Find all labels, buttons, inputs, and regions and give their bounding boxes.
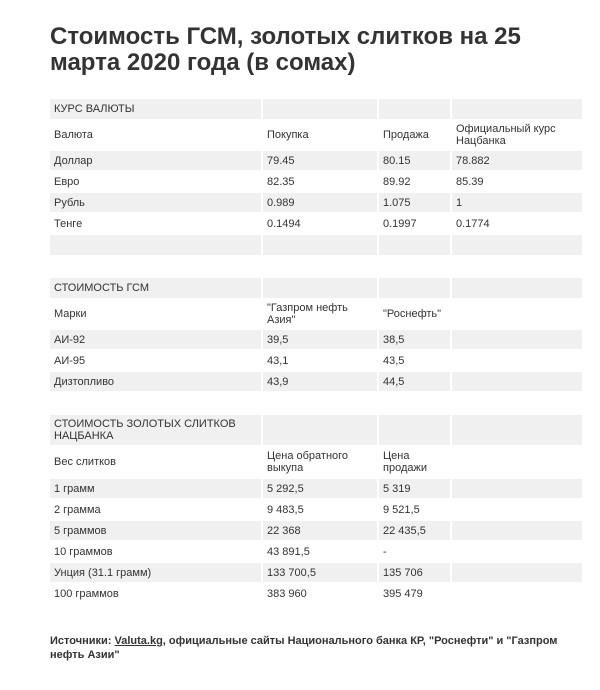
table-cell: 82.35 (263, 172, 379, 193)
table-cell: 0.1997 (379, 214, 452, 235)
table-cell: 9 483,5 (263, 500, 379, 521)
table-row (50, 521, 582, 542)
table-cell: 5 319 (379, 479, 452, 500)
table-cell: 135 706 (379, 563, 452, 584)
sources-suffix: , официальные сайты Национального банка КР, "Роснефти" и "Газпром нефть Азии" (50, 635, 558, 661)
column-header: "Роснефть" (379, 300, 452, 330)
table-cell: 89.92 (379, 172, 452, 193)
column-header: "Газпром нефть Азия" (263, 300, 379, 330)
currency-column-headers (50, 121, 582, 151)
sources-prefix: Источники: (50, 635, 115, 647)
table-row (50, 330, 582, 351)
table-cell: 2 грамма (50, 500, 263, 521)
table-cell (452, 372, 582, 393)
table-cell (452, 479, 582, 500)
table-cell: 383 960 (263, 584, 379, 605)
table-cell: 78.882 (452, 151, 582, 172)
table-cell: 0.1494 (263, 214, 379, 235)
column-header: Покупка (263, 121, 379, 151)
table-cell: 39,5 (263, 330, 379, 351)
table-row (50, 351, 582, 372)
column-header (452, 447, 582, 479)
table-row (50, 151, 582, 172)
table-cell: 0.1774 (452, 214, 582, 235)
table-cell: 44,5 (379, 372, 452, 393)
column-header: Цена продажи (379, 447, 452, 479)
table-row (50, 372, 582, 393)
column-header: Официальный курс Нацбанка (452, 121, 582, 151)
table-cell (452, 500, 582, 521)
table-row (50, 542, 582, 563)
fuel-column-headers (50, 300, 582, 330)
table-cell (452, 351, 582, 372)
table-cell (452, 563, 582, 584)
table-cell: 10 граммов (50, 542, 263, 563)
table-cell: 38,5 (379, 330, 452, 351)
table-cell: 1 грамм (50, 479, 263, 500)
table-row (50, 479, 582, 500)
table-cell: 395 479 (379, 584, 452, 605)
column-header: Продажа (379, 121, 452, 151)
table-cell: Унция (31.1 грамм) (50, 563, 263, 584)
table-cell: 43 891,5 (263, 542, 379, 563)
table-cell (452, 521, 582, 542)
table-row (50, 214, 582, 235)
table-cell: - (379, 542, 452, 563)
column-header: Цена обратного выкупа (263, 447, 379, 479)
column-header: Марки (50, 300, 263, 330)
table-cell: 79.45 (263, 151, 379, 172)
table-cell: 100 граммов (50, 584, 263, 605)
column-header: Вес слитков (50, 447, 263, 479)
table-row (50, 584, 582, 605)
table-cell: 133 700,5 (263, 563, 379, 584)
spacer-row (50, 235, 582, 257)
gold-header-label: СТОИМОСТЬ ЗОЛОТЫХ СЛИТКОВ НАЦБАНКА (50, 415, 263, 447)
table-cell: Рубль (50, 193, 263, 214)
currency-table (50, 99, 582, 257)
table-cell: 5 граммов (50, 521, 263, 542)
table-cell: 85.39 (452, 172, 582, 193)
table-cell: 43,1 (263, 351, 379, 372)
column-header: Валюта (50, 121, 263, 151)
table-cell: АИ-92 (50, 330, 263, 351)
table-cell: 1.075 (379, 193, 452, 214)
table-row (50, 193, 582, 214)
table-cell: АИ-95 (50, 351, 263, 372)
table-cell: 80.15 (379, 151, 452, 172)
fuel-header-label: СТОИМОСТЬ ГСМ (50, 278, 263, 300)
table-cell: 43,9 (263, 372, 379, 393)
currency-section-header (50, 99, 582, 121)
table-cell: Доллар (50, 151, 263, 172)
table-cell: 22 368 (263, 521, 379, 542)
fuel-section-header (50, 278, 582, 300)
gold-section-header (50, 415, 582, 447)
table-cell: Евро (50, 172, 263, 193)
table-cell (452, 330, 582, 351)
column-header (452, 300, 582, 330)
table-row (50, 172, 582, 193)
table-row (50, 500, 582, 521)
table-cell: 22 435,5 (379, 521, 452, 542)
fuel-table (50, 278, 582, 393)
table-cell: 1 (452, 193, 582, 214)
table-cell: 9 521,5 (379, 500, 452, 521)
table-row (50, 563, 582, 584)
currency-header-label: КУРС ВАЛЮТЫ (50, 99, 263, 121)
page-title: Стоимость ГСМ, золотых слитков на 25 марта 2020 года (в сомах) (50, 23, 521, 76)
table-cell: 5 292,5 (263, 479, 379, 500)
table-cell (452, 584, 582, 605)
gold-column-headers (50, 447, 582, 479)
table-cell: 0.989 (263, 193, 379, 214)
sources-link-valuta[interactable]: Valuta.kg (114, 635, 163, 647)
table-cell (452, 542, 582, 563)
table-cell: Дизтопливо (50, 372, 263, 393)
table-cell: 43,5 (379, 351, 452, 372)
sources-note (50, 634, 590, 662)
table-cell: Тенге (50, 214, 263, 235)
gold-table (50, 415, 582, 605)
